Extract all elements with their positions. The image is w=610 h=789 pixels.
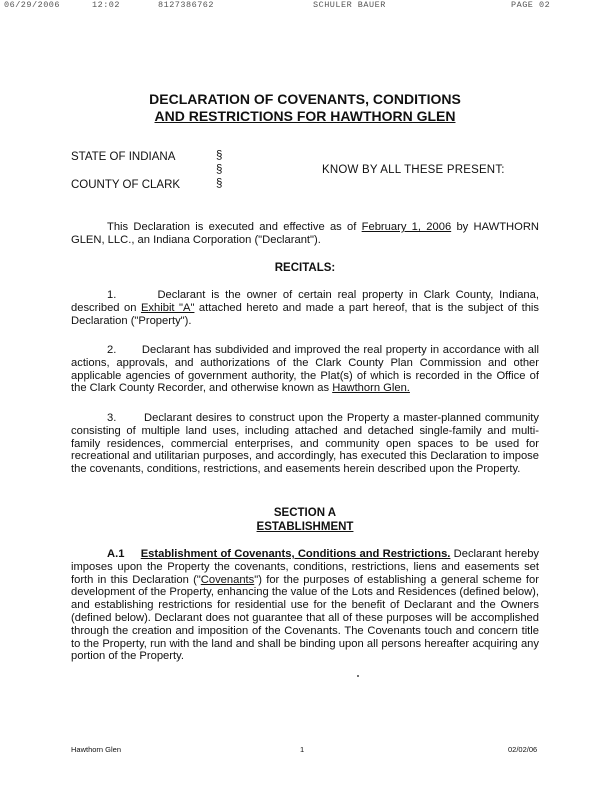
county-label: COUNTY OF CLARK (71, 179, 181, 191)
recital-number: 2. (107, 344, 117, 356)
recital-1-pre: Declarant is the owner of certain real property in Clark County, Indiana, described on (71, 289, 539, 314)
section-heading (0, 506, 610, 534)
effective-date: February 1, 2006 (361, 221, 452, 233)
section-title: ESTABLISHMENT (256, 521, 354, 533)
subdivision-name: Hawthorn Glen. (332, 382, 410, 395)
article-text-2: ") for the purposes of establishing a general scheme for development of the Property, enhancing the value of the Lots and Residences (defined below), and establishing restrictions for residential use for the benefit of Declarant and the Owners (defined below). Declarant does not guarantee that all of these purposes will be accomplished through the creation and imposition of the Covenants. The Covenants touch and concern title to the Property, run with the land and shall be binding upon all persons hereafter acquiring any portion of the Property. (71, 573, 539, 663)
intro-pre: This Declaration is executed and effective as of (107, 221, 362, 233)
document-title (0, 91, 610, 125)
recital-number: 3. (107, 412, 117, 424)
know-all-present: KNOW BY ALL THESE PRESENT: (322, 164, 505, 176)
fax-header (0, 0, 610, 12)
section-mark: § (216, 164, 223, 176)
intro-paragraph (71, 221, 539, 247)
fax-sender: SCHULER BAUER (313, 0, 386, 10)
exhibit-a-reference: Exhibit "A" (140, 301, 195, 314)
state-label: STATE OF INDIANA (71, 151, 176, 163)
fax-time: 12:02 (92, 0, 121, 10)
scan-speck (357, 675, 359, 677)
recital-3 (71, 412, 539, 476)
recital-3-text: Declarant desires to construct upon the Property a master-planned community consisting of multiple land uses, including attached and detached single-family and multi-family residences, commercial enterprises, and community open spaces to be used for recreational and utilitarian purposes, and accordingly, has executed this Declaration to impose the covenants, conditions, restrictions, and easements herein described upon the Property. (71, 412, 540, 476)
recitals-heading: RECITALS: (274, 262, 336, 274)
recital-1 (71, 289, 539, 327)
section-mark: § (216, 178, 223, 190)
footer-project-name: Hawthorn Glen (71, 745, 122, 754)
footer-date: 02/02/06 (508, 745, 538, 754)
fax-date: 06/29/2006 (4, 0, 61, 10)
fax-number: 8127386762 (158, 0, 215, 10)
recital-number: 1. (107, 289, 117, 301)
article-a1 (71, 548, 539, 663)
intro-post: by HAWTHORN GLEN, LLC., an Indiana Corporation ("Declarant"). (71, 221, 539, 246)
recital-1-post: attached hereto and made a part hereof, that is the subject of this Declaration ("Property"). (71, 301, 539, 327)
recital-2-text: Declarant has subdivided and improved the real property in accordance with all actions, approvals, and authorizations of the Clark County Plan Commission and other applicable agencies of government authority, the Plat(s) of which is recorded in the Office of the Clark County Recorder, and otherwise known as (71, 344, 539, 395)
footer-page-number: 1 (300, 745, 305, 754)
covenants-term: Covenants (200, 573, 255, 586)
article-text-1: Declarant hereby imposes upon the Property the covenants, conditions, restrictions, liens and easements set forth in this Declaration (" (71, 548, 540, 586)
article-heading: Establishment of Covenants, Conditions and Restrictions. (140, 548, 451, 560)
article-number: A.1 (107, 548, 125, 560)
section-mark: § (216, 150, 223, 162)
recital-2 (71, 344, 539, 395)
title-line-1: DECLARATION OF COVENANTS, CONDITIONS (149, 91, 461, 107)
title-line-2: AND RESTRICTIONS FOR HAWTHORN GLEN (154, 108, 456, 124)
section-label: SECTION A (273, 507, 337, 519)
fax-page: PAGE 02 (511, 0, 551, 10)
